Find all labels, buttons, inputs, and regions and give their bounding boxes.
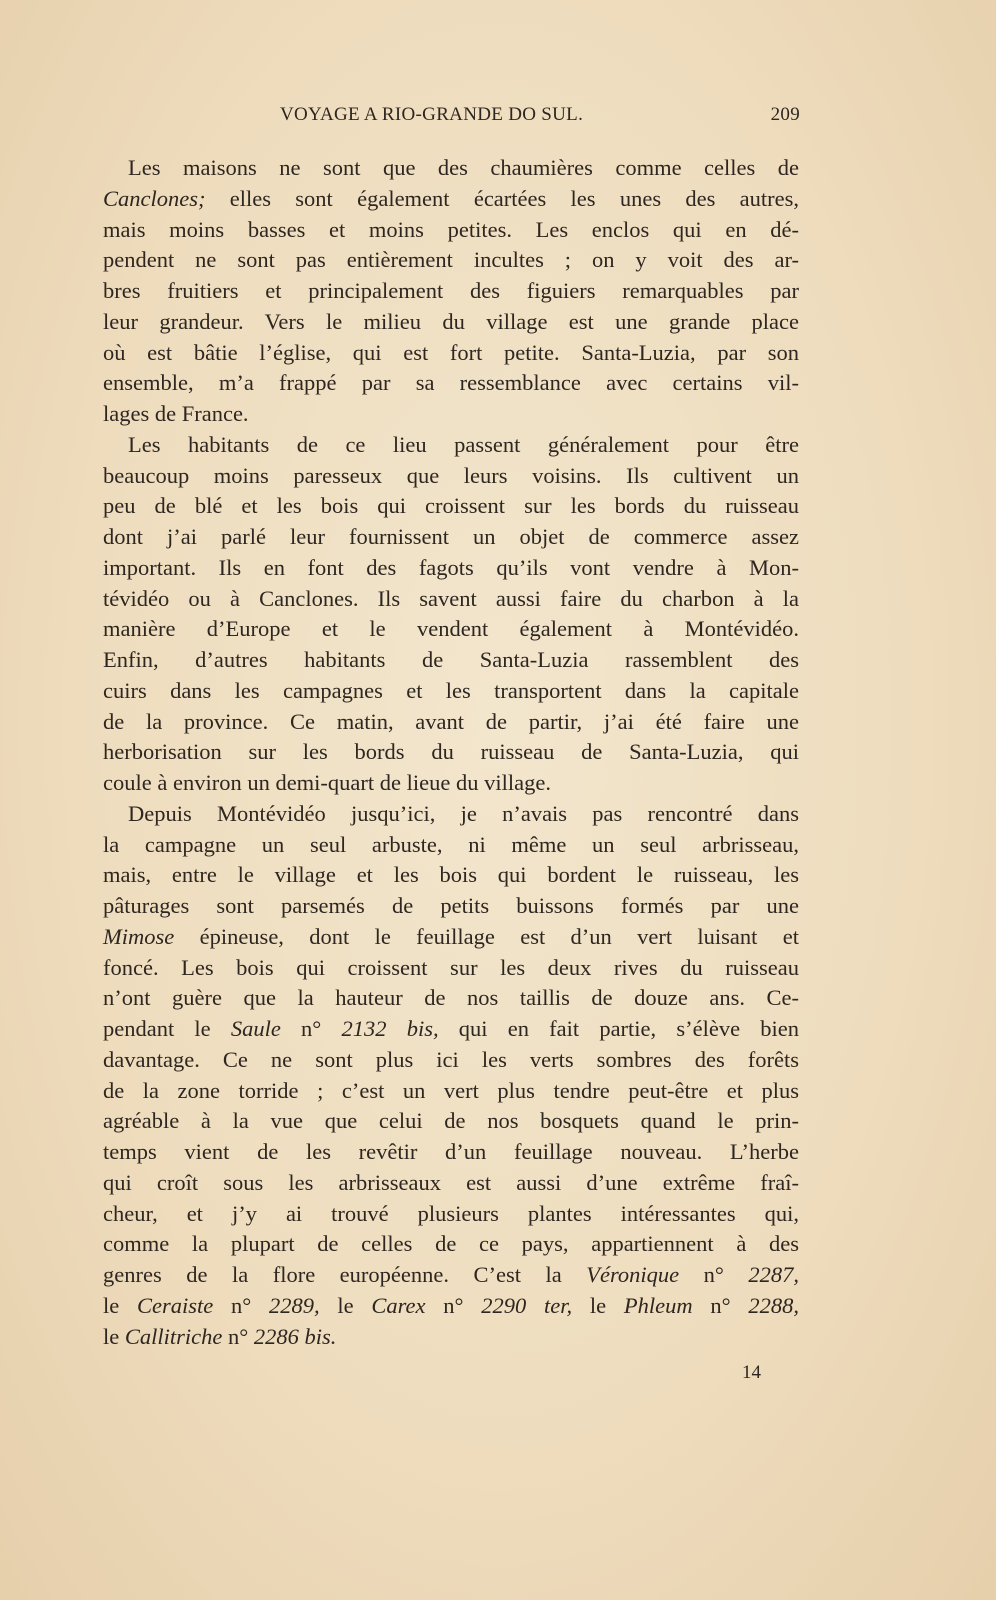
text-segment: pendent ne sont pas entièrement incultes ; on y voit des ar- xyxy=(103,247,799,273)
text-line xyxy=(103,276,799,307)
text-line xyxy=(103,645,799,676)
text-segment: comme la plupart de celles de ce pays, appartiennent à des xyxy=(103,1231,799,1257)
running-title: VOYAGE A RIO-GRANDE DO SUL. xyxy=(280,104,584,125)
text-segment: Depuis Montévidéo jusqu’ici, je n’avais pas rencontré dans xyxy=(128,800,799,826)
italic-term: 2289, xyxy=(269,1292,320,1318)
text-segment: n° xyxy=(222,1323,254,1349)
text-line xyxy=(103,1045,799,1076)
text-line xyxy=(103,860,799,891)
text-line xyxy=(103,953,799,984)
text-line xyxy=(103,430,799,461)
text-segment: n° xyxy=(280,1016,342,1041)
text-line xyxy=(103,522,799,553)
text-segment: coule à environ un demi-quart de lieue du village. xyxy=(103,770,551,795)
italic-term: 2287, xyxy=(748,1262,800,1287)
text-segment: n° xyxy=(425,1292,482,1318)
text-line xyxy=(103,338,799,369)
text-line xyxy=(103,1229,799,1260)
body-text xyxy=(103,153,799,1352)
text-segment: herborisation sur les bords du ruisseau de Santa-Luzia, qui xyxy=(103,739,799,765)
text-segment: qui croît sous les arbrisseaux est aussi d’une extrême fraî- xyxy=(103,1169,799,1195)
text-segment: dont j’ai parlé leur fournissent un objet de commerce assez xyxy=(103,524,799,549)
text-line xyxy=(103,1168,799,1199)
text-line xyxy=(103,368,799,399)
text-segment: agréable à la vue que celui de nos bosquets quand le prin- xyxy=(103,1108,799,1134)
text-segment: pâturages sont parsemés de petits buissons formés par une xyxy=(103,893,799,918)
text-segment: important. Ils en font des fagots qu’ils vont vendre à Mon- xyxy=(103,554,799,580)
text-segment: n’ont guère que la hauteur de nos taillis de douze ans. Ce- xyxy=(103,985,799,1011)
text-line xyxy=(103,1322,799,1353)
text-segment: n° xyxy=(213,1292,269,1318)
text-segment: ensemble, m’a frappé par sa ressemblance avec certains vil- xyxy=(103,370,799,396)
text-line xyxy=(103,1199,799,1230)
italic-term: 2132 bis, xyxy=(341,1016,439,1041)
italic-term: Saule xyxy=(230,1016,281,1041)
text-line xyxy=(103,676,799,707)
italic-term: 2286 bis. xyxy=(253,1323,337,1349)
text-segment: le xyxy=(103,1292,137,1318)
text-line xyxy=(103,399,799,430)
text-line xyxy=(103,461,799,492)
text-line xyxy=(103,307,799,338)
text-line xyxy=(103,1137,799,1168)
text-line xyxy=(103,737,799,768)
italic-term: 2290 ter, xyxy=(481,1292,573,1318)
text-segment: mais moins basses et moins petites. Les enclos qui en dé- xyxy=(103,216,799,242)
text-line xyxy=(103,614,799,645)
text-segment: foncé. Les bois qui croissent sur les deux rives du ruisseau xyxy=(103,954,799,980)
text-segment: le xyxy=(103,1323,125,1349)
text-segment: n° xyxy=(692,1292,749,1318)
text-line xyxy=(103,245,799,276)
italic-term: Canclones; xyxy=(103,185,206,211)
text-segment: de la zone torride ; c’est un vert plus tendre peut-être et plus xyxy=(103,1077,799,1103)
text-line xyxy=(103,707,799,738)
text-segment: elles sont également écartées les unes des autres, xyxy=(205,185,799,211)
page-number: 209 xyxy=(770,104,800,125)
text-line xyxy=(103,215,799,246)
text-segment: n° xyxy=(679,1262,749,1287)
text-line xyxy=(103,491,799,522)
italic-term: Carex xyxy=(371,1292,426,1318)
italic-term: Callitriche xyxy=(124,1323,223,1349)
text-segment: mais, entre le village et les bois qui bordent le ruisseau, les xyxy=(103,862,799,888)
text-segment: cheur, et j’y ai trouvé plusieurs plantes intéressantes qui, xyxy=(103,1200,799,1226)
text-segment: pendant le xyxy=(103,1016,231,1041)
italic-term: Mimose xyxy=(103,923,175,949)
text-segment: davantage. Ce ne sont plus ici les verts sombres des forêts xyxy=(103,1046,799,1072)
text-line xyxy=(103,1076,799,1107)
text-segment: temps vient de les revêtir d’un feuillage nouveau. L’herbe xyxy=(103,1139,799,1164)
text-line xyxy=(103,1260,799,1291)
text-line xyxy=(103,830,799,861)
text-segment: peu de blé et les bois qui croissent sur les bords du ruisseau xyxy=(103,493,799,519)
running-header xyxy=(100,104,800,132)
text-line xyxy=(103,1291,799,1322)
text-segment: le xyxy=(319,1292,372,1318)
text-line xyxy=(103,799,799,830)
text-line xyxy=(103,768,799,799)
text-segment: cuirs dans les campagnes et les transportent dans la capitale xyxy=(103,677,799,703)
italic-term: Phleum xyxy=(623,1292,693,1318)
text-segment: manière d’Europe et le vendent également à Montévidéo. xyxy=(103,616,799,642)
text-segment: leur grandeur. Vers le milieu du village est une grande place xyxy=(103,308,799,334)
text-segment: de la province. Ce matin, avant de partir, j’ai été faire une xyxy=(103,708,799,734)
text-segment: bres fruitiers et principalement des figuiers remarquables par xyxy=(103,278,799,303)
italic-term: Ceraiste xyxy=(137,1292,214,1318)
text-line xyxy=(103,983,799,1014)
italic-term: 2288, xyxy=(748,1292,800,1318)
text-line xyxy=(103,184,799,215)
text-segment: Les maisons ne sont que des chaumières comme celles de xyxy=(128,155,799,180)
text-segment: Enfin, d’autres habitants de Santa-Luzia rassemblent des xyxy=(103,647,799,672)
text-line xyxy=(103,891,799,922)
text-segment: lages de France. xyxy=(103,401,249,426)
text-segment: le xyxy=(572,1292,624,1318)
text-segment: tévidéo ou à Canclones. Ils savent aussi faire du charbon à la xyxy=(103,585,799,611)
text-line xyxy=(103,1106,799,1137)
text-line xyxy=(103,153,799,184)
text-line xyxy=(103,1014,799,1045)
text-segment: la campagne un seul arbuste, ni même un seul arbrisseau, xyxy=(103,831,799,857)
text-segment: qui en fait partie, s’élève bien xyxy=(438,1016,799,1041)
signature-mark: 14 xyxy=(742,1362,761,1383)
text-segment: où est bâtie l’église, qui est fort petite. Santa-Luzia, par son xyxy=(103,339,799,365)
text-line xyxy=(103,553,799,584)
italic-term: Véronique xyxy=(586,1262,680,1287)
text-segment: Les habitants de ce lieu passent généralement pour être xyxy=(128,431,799,457)
text-segment: genres de la flore européenne. C’est la xyxy=(103,1262,587,1287)
text-line xyxy=(103,584,799,615)
text-segment: beaucoup moins paresseux que leurs voisins. Ils cultivent un xyxy=(103,462,799,488)
text-line xyxy=(103,922,799,953)
text-segment: épineuse, dont le feuillage est d’un vert luisant et xyxy=(174,923,799,949)
